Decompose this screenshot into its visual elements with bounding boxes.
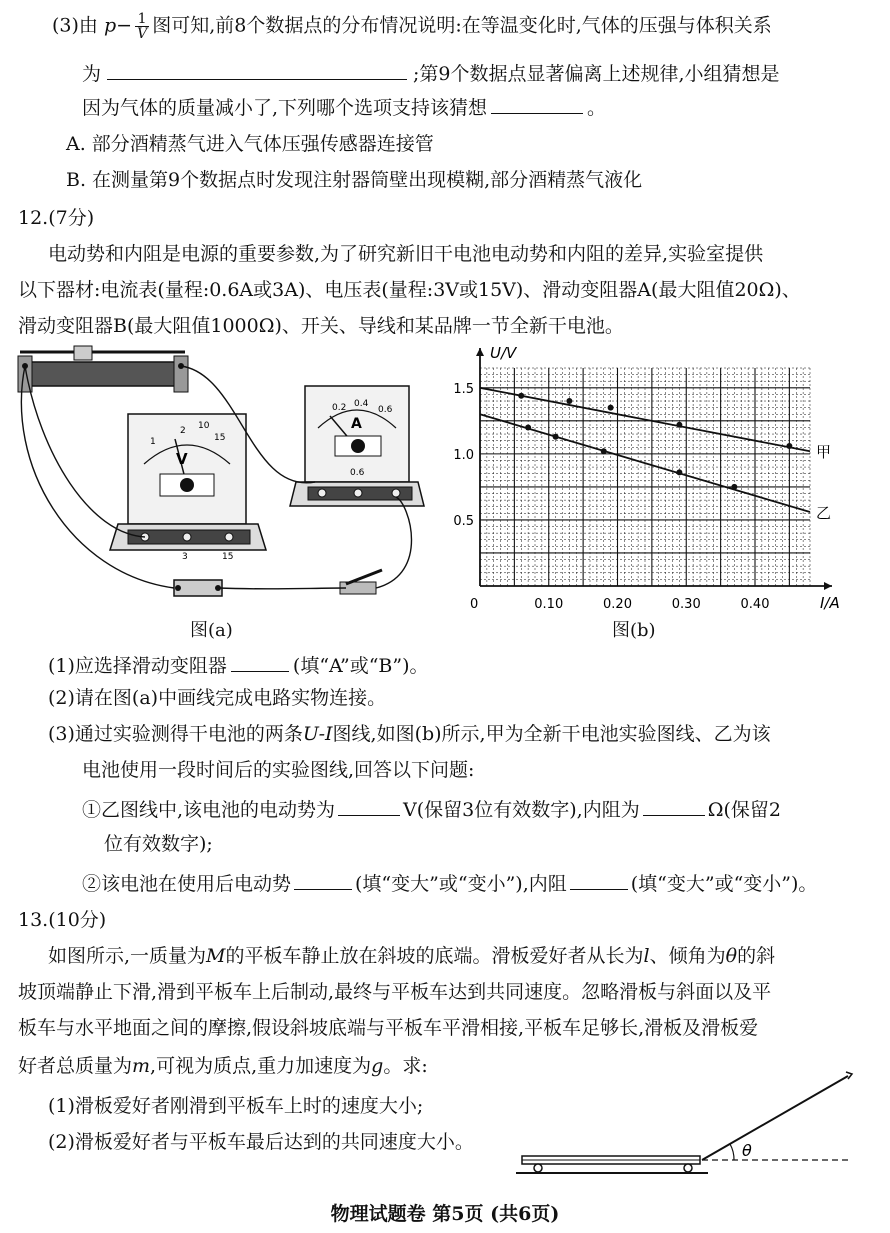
slope-figure	[512, 1062, 862, 1182]
x-tick-label: 0.20	[603, 597, 632, 612]
voltmeter-terminal-3[interactable]	[183, 533, 191, 541]
q12-intro-line3: 滑动变阻器B(最大阻值1000Ω)、开关、导线和某品牌一节全新干电池。	[18, 315, 624, 337]
series-label: 乙	[816, 504, 832, 523]
q13-line1-b: 的平板车静止放在斜坡的底端。滑板爱好者从长为	[225, 945, 644, 967]
y-tick-label: 1.5	[453, 381, 474, 397]
sub2-text-c: (填“变大”或“变小”)。	[630, 873, 818, 895]
answer-blank-resistance-change[interactable]	[570, 870, 628, 890]
q13-line1	[48, 944, 775, 968]
sub1-text-b: V(保留3位有效数字),内阻为	[403, 799, 640, 821]
ammeter-scale-0-2: 0.2	[332, 403, 347, 413]
gravity-g: g	[371, 1055, 384, 1077]
answer-blank-emf-change[interactable]	[294, 870, 352, 890]
q13-line1-a: 如图所示,一质量为	[48, 945, 207, 967]
cart-wheel-right	[684, 1164, 692, 1172]
q13-line1-d: 的斜	[737, 945, 776, 967]
circuit-figure	[10, 344, 450, 614]
data-point	[786, 443, 792, 449]
q13-line4-a: 好者总质量为	[18, 1055, 133, 1077]
q13-2: (2)滑板爱好者与平板车最后达到的共同速度大小。	[48, 1131, 474, 1153]
angle-arc	[730, 1144, 734, 1160]
x-axis-arrow	[824, 582, 832, 590]
voltmeter	[110, 414, 266, 562]
ammeter-terminal-0-6[interactable]	[354, 489, 362, 497]
q12-2: (2)请在图(a)中画线完成电路实物连接。	[48, 687, 387, 709]
sub1-text-a: ①乙图线中,该电池的电动势为	[82, 799, 336, 821]
q12-1	[48, 652, 429, 678]
origin-label: 0	[470, 597, 479, 612]
q11-3-line1-text: 图可知,前8个数据点的分布情况说明:在等温变化时,气体的压强与体积关系	[152, 14, 772, 37]
q12-3-sub1-line2: 位有效数字);	[104, 833, 213, 855]
data-point	[731, 484, 737, 490]
q12-intro-line2: 以下器材:电流表(量程:0.6A或3A)、电压表(量程:3V或15V)、滑动变阻器A(最大阻值20Ω)、	[18, 279, 801, 301]
data-point	[608, 405, 614, 411]
q13-line4-b: ,可视为质点,重力加速度为	[150, 1055, 372, 1077]
ui-symbol: U-I	[302, 723, 333, 745]
figure-b-caption: 图(b)	[612, 620, 656, 641]
ammeter-letter: A	[351, 416, 362, 432]
q12-3-text-rest: 图线,如图(b)所示,甲为全新干电池实验图线、乙为该	[332, 723, 771, 745]
sub2-text-b: (填“变大”或“变小”),内阻	[355, 873, 567, 895]
q13-1: (1)滑板爱好者刚滑到平板车上时的速度大小;	[48, 1095, 424, 1117]
q12-3-line2: 电池使用一段时间后的实验图线,回答以下问题:	[82, 759, 475, 781]
ammeter-scale-0-6: 0.6	[378, 405, 393, 415]
voltmeter-knob	[180, 478, 194, 492]
sub1-text-c: Ω(保留2	[707, 799, 781, 821]
mass-M: M	[206, 945, 226, 967]
angle-theta: θ	[725, 945, 738, 967]
q13-line4	[18, 1054, 428, 1078]
q11-3-line3-post: 。	[587, 97, 607, 119]
data-point	[601, 448, 607, 454]
data-point	[676, 422, 682, 428]
answer-blank-resistance[interactable]	[643, 796, 705, 816]
x-tick-label: 0.40	[740, 597, 770, 612]
voltmeter-scale-10: 10	[198, 421, 210, 431]
q12-3-line1	[48, 722, 771, 746]
q11-3-line1	[52, 12, 772, 41]
ammeter-knob	[351, 439, 365, 453]
rheostat	[18, 346, 188, 392]
mass-m: m	[132, 1055, 151, 1077]
q11-3-line2-post: ;第9个数据点显著偏离上述规律,小组猜想是	[413, 63, 780, 85]
data-point	[566, 398, 572, 404]
q13-header: 13.(10分)	[18, 909, 107, 931]
fraction-numerator: 1	[135, 12, 149, 27]
data-point	[525, 424, 531, 430]
fraction-1-over-v	[135, 12, 149, 41]
ammeter	[290, 386, 424, 506]
voltmeter-label-15: 15	[222, 552, 234, 562]
voltmeter-scale-2: 2	[180, 426, 186, 436]
voltmeter-terminal-15[interactable]	[225, 533, 233, 541]
battery-terminal-left[interactable]	[175, 585, 181, 591]
figure-a-caption: 图(a)	[190, 620, 233, 641]
answer-blank-relation[interactable]	[107, 60, 407, 80]
answer-blank-option[interactable]	[491, 94, 583, 114]
data-point	[676, 469, 682, 475]
series-label: 甲	[816, 443, 832, 462]
y-tick-label: 0.5	[453, 513, 474, 529]
switch[interactable]	[340, 570, 382, 594]
voltmeter-label-3: 3	[182, 552, 188, 562]
p-symbol: p	[103, 14, 117, 37]
q12-3-text: (3)通过实验测得干电池的两条	[48, 723, 303, 745]
answer-blank-rheostat[interactable]	[231, 652, 289, 672]
q12-3-sub1	[82, 796, 781, 822]
ammeter-terminal-3[interactable]	[392, 489, 400, 497]
ammeter-terminal-minus[interactable]	[318, 489, 326, 497]
rheostat-slider[interactable]	[74, 346, 92, 360]
x-tick-label: 0.10	[534, 597, 564, 612]
ammeter-scale-0-4: 0.4	[354, 399, 369, 409]
voltmeter-scale-15: 15	[214, 433, 226, 443]
data-point	[553, 434, 559, 440]
q13-line3: 板车与水平地面之间的摩擦,假设斜坡底端与平板车平滑相接,平板车足够长,滑板及滑板爱	[18, 1017, 759, 1039]
ammeter-label-0-6: 0.6	[350, 468, 365, 478]
page-footer: 物理试题卷 第5页 (共6页)	[330, 1203, 560, 1225]
rheostat-right-stand	[174, 356, 188, 392]
chart-series	[480, 388, 831, 522]
y-tick-label: 1.0	[453, 447, 474, 463]
voltmeter-face	[128, 414, 246, 524]
q11-3-line2-pre: 为	[82, 63, 102, 85]
length-l: l	[643, 945, 650, 967]
minus-sign: −	[116, 14, 133, 37]
sub2-text-a: ②该电池在使用后电动势	[82, 873, 292, 895]
voltmeter-scale-1: 1	[150, 437, 156, 447]
q12-3-sub2	[82, 870, 817, 896]
battery	[174, 580, 222, 596]
rheostat-left-stand	[18, 356, 32, 392]
y-axis-label: U/V	[490, 344, 517, 362]
wire-rheostat-voltmeter	[25, 366, 145, 537]
wire-battery-switch	[218, 588, 346, 589]
q11-3-label: (3)由	[52, 14, 98, 37]
data-point	[518, 393, 524, 399]
q12-intro-line1: 电动势和内阻是电源的重要参数,为了研究新旧干电池电动势和内阻的差异,实验室提供	[48, 243, 764, 265]
q13-line1-c: 、倾角为	[649, 945, 726, 967]
q13-line2: 坡顶端静止下滑,滑到平板车上后制动,最终与平板车达到共同速度。忽略滑板与斜面以及平	[18, 981, 772, 1003]
q12-1-text: (1)应选择滑动变阻器	[48, 655, 227, 677]
y-axis-arrow	[476, 348, 484, 356]
chart-axes	[476, 344, 840, 612]
x-tick-label: 0.30	[671, 597, 701, 612]
theta-label: θ	[742, 1141, 752, 1160]
q11-3-line3	[82, 94, 606, 120]
q12-1-post: (填“A”或“B”)。	[292, 655, 429, 677]
q12-header: 12.(7分)	[18, 207, 95, 229]
rheostat-coil	[28, 362, 178, 386]
q11-3-line2	[82, 60, 780, 86]
q13-line4-c: 。求:	[383, 1055, 428, 1077]
x-axis-label: I/A	[820, 594, 840, 612]
battery-holder	[174, 580, 222, 596]
option-b: B. 在测量第9个数据点时发现注射器筒壁出现模糊,部分酒精蒸气液化	[66, 169, 643, 191]
cart-wheel-left	[534, 1164, 542, 1172]
answer-blank-emf[interactable]	[338, 796, 400, 816]
wire-switch-ammeter	[376, 497, 412, 588]
voltmeter-letter: V	[176, 450, 188, 468]
option-a: A. 部分酒精蒸气进入气体压强传感器连接管	[66, 133, 434, 155]
fraction-denominator: V	[137, 26, 148, 42]
ui-chart	[440, 340, 880, 614]
q11-3-line3-pre: 因为气体的质量减小了,下列哪个选项支持该猜想	[82, 97, 488, 119]
slope-line	[702, 1076, 848, 1160]
